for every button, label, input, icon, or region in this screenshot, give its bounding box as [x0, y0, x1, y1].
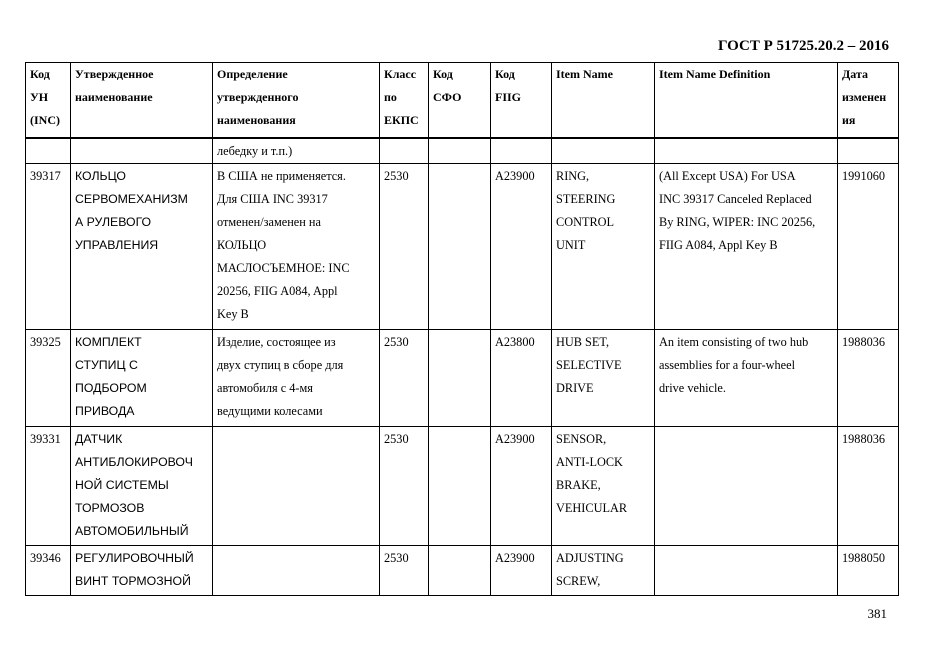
cell-approved-name: ДАТЧИК АНТИБЛОКИРОВОЧ НОЙ СИСТЕМЫ ТОРМОЗОВ АВТОМОБИЛЬНЫЙ [71, 426, 213, 545]
cell-item-name: RING, STEERING CONTROL UNIT [552, 163, 655, 329]
cell-definition [213, 545, 380, 595]
cell-sfo-code [429, 163, 491, 329]
cell-ekps-class: 2530 [380, 426, 429, 545]
col-header-item-name: Item Name [552, 63, 655, 138]
cell-sfo-code [429, 426, 491, 545]
cell-item-name: SENSOR, ANTI-LOCK BRAKE, VEHICULAR [552, 426, 655, 545]
cell-item-name-definition [655, 426, 838, 545]
cell-ekps-class: 2530 [380, 163, 429, 329]
page-number: 381 [867, 606, 887, 621]
cell-fiig-code: A23900 [491, 163, 552, 329]
cell-fiig-code: A23800 [491, 329, 552, 426]
cell-inc: 39331 [26, 426, 71, 545]
cell-inc: 39325 [26, 329, 71, 426]
cell-sfo-code [429, 329, 491, 426]
cell-ekps-class: 2530 [380, 329, 429, 426]
table-row [26, 163, 899, 329]
col-header-sfo-code: Код СФО [429, 63, 491, 138]
col-header-definition: Определение утвержденного наименования [213, 63, 380, 138]
cell-approved-name: КОМПЛЕКТ СТУПИЦ С ПОДБОРОМ ПРИВОДА [71, 329, 213, 426]
cell-sfo-code [429, 545, 491, 595]
standard-title: ГОСТ Р 51725.20.2 – 2016 [717, 38, 889, 54]
cell-definition [213, 426, 380, 545]
cell-definition: В США не применяется. Для США INC 39317 отменен/заменен на КОЛЬЦО МАСЛОСЪЕМНОЕ: INC 20256, FIIG A084, Appl Key B [213, 163, 380, 329]
cell-item-name: HUB SET, SELECTIVE DRIVE [552, 329, 655, 426]
col-header-inc: Код УН (INC) [26, 63, 71, 138]
col-header-ekps-class: Класс по ЕКПС [380, 63, 429, 138]
table-row [26, 329, 899, 426]
table-row-continuation [26, 138, 899, 164]
col-header-item-name-definition: Item Name Definition [655, 63, 838, 138]
cell-ekps-class: 2530 [380, 545, 429, 595]
cell-definition: Изделие, состоящее из двух ступиц в сборе для автомобиля с 4-мя ведущими колесами [213, 329, 380, 426]
cell-item-name-definition: An item consisting of two hub assemblies for a four-wheel drive vehicle. [655, 329, 838, 426]
cell-change-date: 1988036 [838, 329, 899, 426]
col-header-change-date: Дата изменен ия [838, 63, 899, 138]
cell-change-date: 1988050 [838, 545, 899, 595]
col-header-fiig-code: Код FIIG [491, 63, 552, 138]
cell-item-name-definition: (All Except USA) For USA INC 39317 Canceled Replaced By RING, WIPER: INC 20256, FIIG A084, Appl Key B [655, 163, 838, 329]
cell-change-date: 1991060 [838, 163, 899, 329]
continuation-text: лебедку и т.п.) [213, 138, 380, 164]
cell-fiig-code: A23900 [491, 426, 552, 545]
cell-approved-name: РЕГУЛИРОВОЧНЫЙ ВИНТ ТОРМОЗНОЙ [71, 545, 213, 595]
col-header-approved-name: Утвержденное наименование [71, 63, 213, 138]
table-row [26, 426, 899, 545]
cell-inc: 39317 [26, 163, 71, 329]
cell-change-date: 1988036 [838, 426, 899, 545]
table-row [26, 545, 899, 595]
cell-approved-name: КОЛЬЦО СЕРВОМЕХАНИЗМ А РУЛЕВОГО УПРАВЛЕНИЯ [71, 163, 213, 329]
catalog-table [25, 62, 899, 596]
cell-item-name: ADJUSTING SCREW, [552, 545, 655, 595]
cell-item-name-definition [655, 545, 838, 595]
cell-inc: 39346 [26, 545, 71, 595]
table-header-row [26, 63, 899, 138]
cell-fiig-code: A23900 [491, 545, 552, 595]
